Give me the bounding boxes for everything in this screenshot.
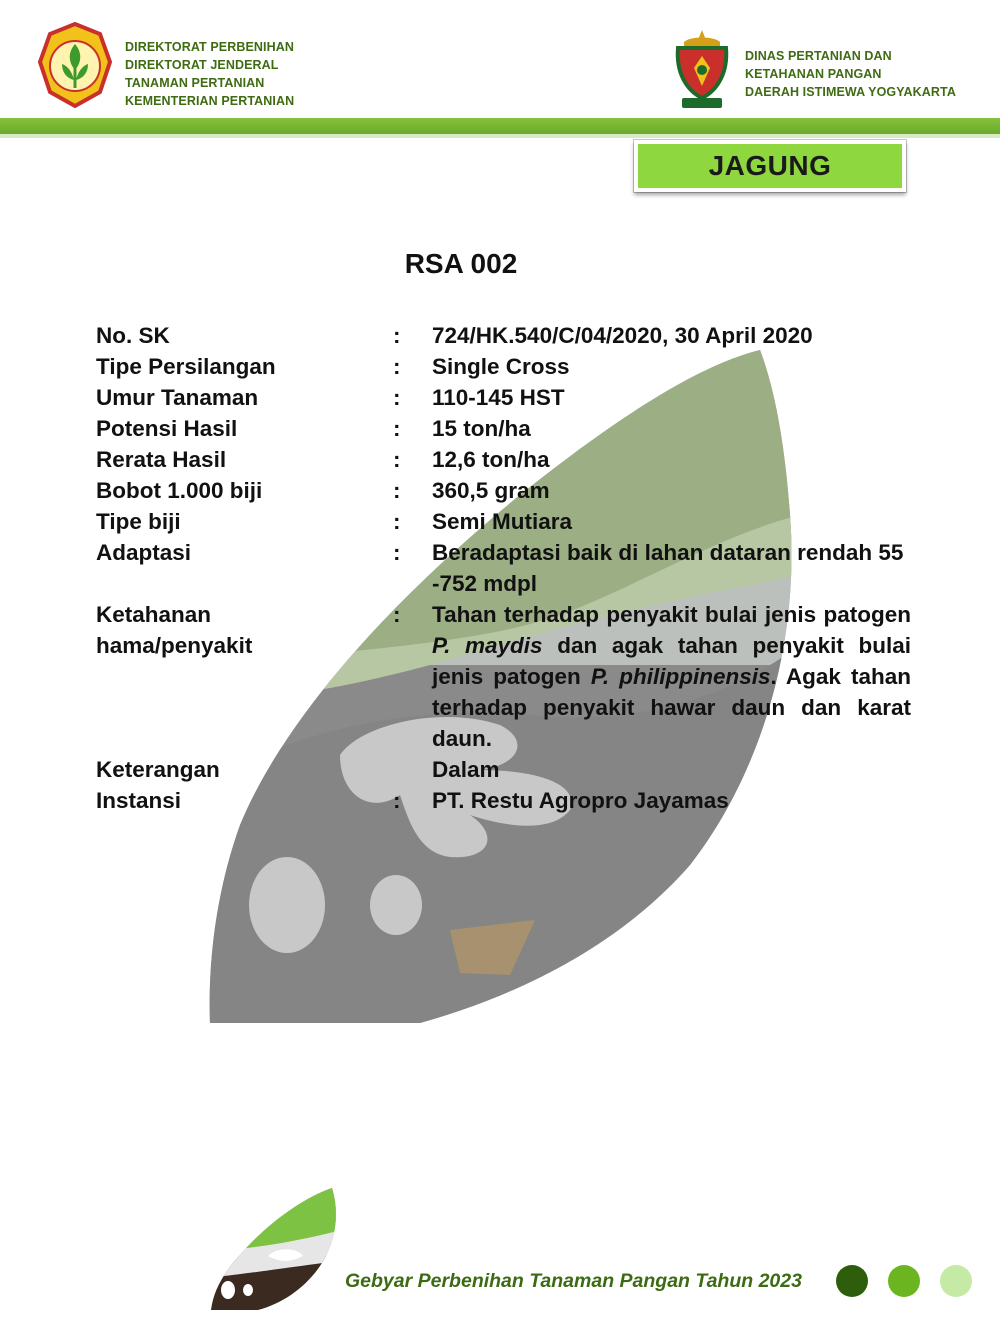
spec-value: 724/HK.540/C/04/2020, 30 April 2020 bbox=[432, 323, 813, 348]
spec-row-umur-tanaman bbox=[96, 382, 911, 413]
spec-value: PT. Restu Agropro Jayamas bbox=[432, 788, 729, 813]
spec-row-keterangan bbox=[96, 754, 911, 785]
spec-label: Bobot 1.000 biji bbox=[96, 478, 263, 503]
spec-label: No. SK bbox=[96, 323, 170, 348]
footer-dot-dark bbox=[836, 1265, 868, 1297]
spec-colon: : bbox=[393, 447, 401, 472]
value-text: . Agak tahan terhadap penyakit hawar daun dan karat daun. bbox=[432, 664, 911, 751]
footer-tagline: Gebyar Perbenihan Tanaman Pangan Tahun 2023 bbox=[345, 1270, 802, 1292]
spec-row-adaptasi bbox=[96, 537, 911, 599]
header-right-line: KETAHANAN PANGAN bbox=[745, 67, 882, 81]
spec-label: Tipe biji bbox=[96, 509, 181, 534]
spec-value: Semi Mutiara bbox=[432, 509, 573, 534]
footer-leaf-logo-icon bbox=[208, 1186, 338, 1312]
spec-value-line: -752 mdpl bbox=[432, 571, 538, 596]
spec-label: Instansi bbox=[96, 788, 182, 813]
spec-colon: : bbox=[393, 416, 401, 441]
spec-row-no-sk bbox=[96, 320, 911, 351]
value-text: Tahan terhadap penyakit bulai jenis patogen bbox=[432, 602, 911, 627]
spec-value: Single Cross bbox=[432, 354, 570, 379]
spec-value bbox=[432, 599, 911, 754]
header-divider-shadow bbox=[0, 134, 1000, 138]
header-right-line: DINAS PERTANIAN DAN bbox=[745, 49, 892, 63]
footer-dot-light bbox=[940, 1265, 972, 1297]
spec-colon: : bbox=[393, 788, 401, 813]
pathogen-name: P. maydis bbox=[432, 633, 543, 658]
header-left-line: TANAMAN PERTANIAN bbox=[125, 76, 265, 90]
header-right-institution bbox=[745, 47, 956, 101]
page-title: RSA 002 bbox=[404, 248, 518, 279]
spec-row-ketahanan bbox=[96, 599, 911, 754]
header-left-line: KEMENTERIAN PERTANIAN bbox=[125, 94, 295, 108]
spec-colon: : bbox=[393, 323, 401, 348]
spec-label-line: hama/penyakit bbox=[96, 633, 253, 658]
spec-label: Umur Tanaman bbox=[96, 385, 259, 410]
footer-dot-mid bbox=[888, 1265, 920, 1297]
value-text: dan agak tahan penyakit bulai jenis patogen bbox=[432, 633, 911, 689]
spec-label bbox=[96, 599, 393, 754]
diy-logo bbox=[670, 28, 734, 112]
spec-value: 110-145 HST bbox=[432, 385, 565, 410]
spec-value bbox=[432, 537, 911, 599]
header-left-line: DIREKTORAT JENDERAL bbox=[125, 58, 279, 72]
spec-value-line: Beradaptasi baik di lahan dataran rendah 55 bbox=[432, 540, 904, 565]
spec-colon: : bbox=[393, 540, 401, 565]
spec-row-tipe-biji bbox=[96, 506, 911, 537]
spec-colon: : bbox=[393, 478, 401, 503]
header-right-line: DAERAH ISTIMEWA YOGYAKARTA bbox=[745, 85, 956, 99]
kementan-logo bbox=[38, 22, 112, 108]
spec-value: 15 ton/ha bbox=[432, 416, 531, 441]
header-divider-bar bbox=[0, 118, 1000, 134]
spec-colon: : bbox=[393, 602, 401, 627]
spec-label: Potensi Hasil bbox=[96, 416, 238, 441]
spec-colon-empty bbox=[393, 754, 432, 785]
spec-colon: : bbox=[393, 509, 401, 534]
pathogen-name: P. philippinensis bbox=[590, 664, 771, 689]
spec-row-bobot bbox=[96, 475, 911, 506]
spec-label: Keterangan bbox=[96, 757, 220, 782]
spec-label-line: Ketahanan bbox=[96, 602, 212, 627]
spec-label: Adaptasi bbox=[96, 540, 192, 565]
spec-row-tipe-persilangan bbox=[96, 351, 911, 382]
spec-label: Tipe Persilangan bbox=[96, 354, 276, 379]
spec-table bbox=[96, 320, 911, 816]
category-tag: JAGUNG bbox=[634, 140, 906, 192]
spec-value: 360,5 gram bbox=[432, 478, 550, 503]
spec-value: Dalam bbox=[432, 757, 500, 782]
spec-row-rerata-hasil bbox=[96, 444, 911, 475]
spec-label: Rerata Hasil bbox=[96, 447, 227, 472]
header-left-line: DIREKTORAT PERBENIHAN bbox=[125, 40, 295, 54]
spec-colon: : bbox=[393, 354, 401, 379]
spec-row-potensi-hasil bbox=[96, 413, 911, 444]
spec-value: 12,6 ton/ha bbox=[432, 447, 550, 472]
header-left-institution bbox=[125, 38, 294, 110]
spec-row-instansi bbox=[96, 785, 911, 816]
spec-colon: : bbox=[393, 385, 401, 410]
